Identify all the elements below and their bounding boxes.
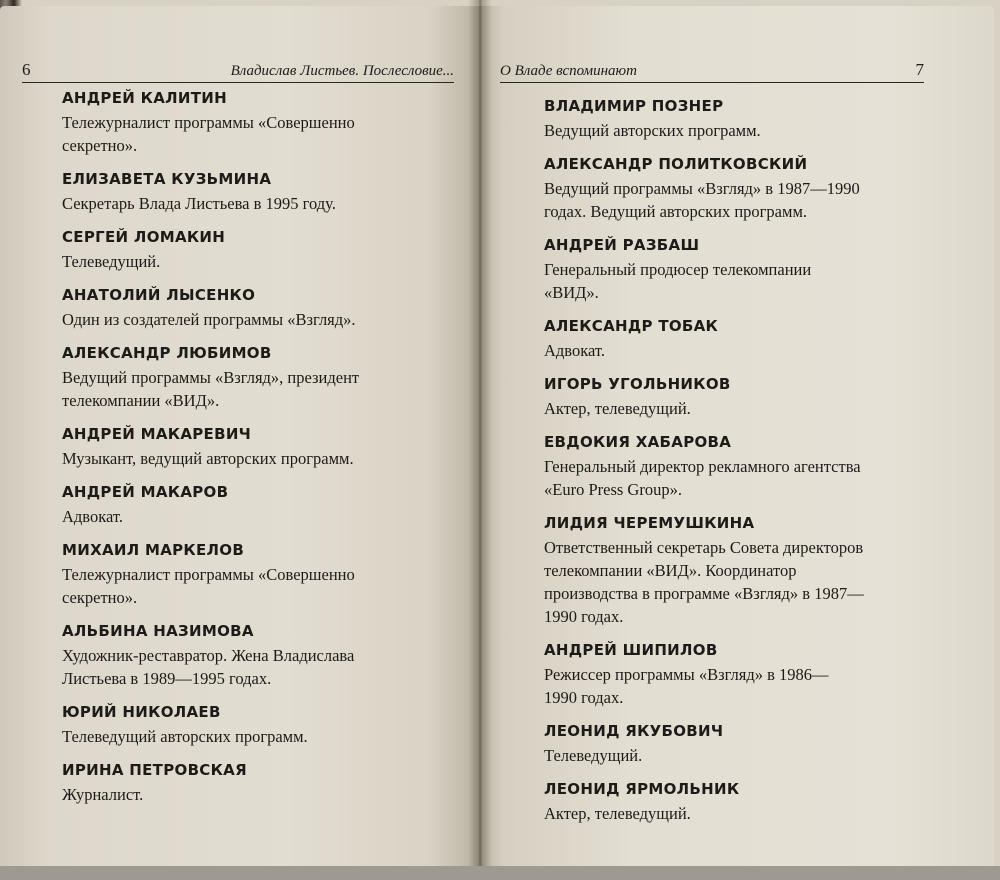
person-description: Журналист.	[62, 785, 144, 804]
person-description: Режиссер программы «Взгляд» в 1986— 1990 годах.	[544, 665, 829, 707]
left-running-title: Владислав Листьев. Послесловие...	[230, 63, 454, 79]
person-name: АЛЕКСАНДР ТОБАК	[544, 317, 719, 335]
list-item	[62, 621, 452, 690]
person-name: ЛЕОНИД ЯРМОЛЬНИК	[544, 780, 740, 798]
person-name: ЛЕОНИД ЯКУБОВИЧ	[544, 722, 724, 740]
list-item	[544, 513, 944, 628]
person-description: Секретарь Влада Листьева в 1995 году.	[62, 194, 336, 213]
person-name: ИРИНА ПЕТРОВСКАЯ	[62, 761, 247, 779]
person-name: АНДРЕЙ МАКАРОВ	[62, 483, 229, 501]
person-name: АЛЬБИНА НАЗИМОВА	[62, 622, 254, 640]
person-description: Адвокат.	[544, 341, 605, 360]
person-name: ЛИДИЯ ЧЕРЕМУШКИНА	[544, 514, 755, 532]
list-item	[544, 721, 944, 767]
person-description: Ведущий авторских программ.	[544, 121, 761, 140]
right-page	[478, 6, 994, 868]
table-surface	[0, 866, 1000, 880]
person-description: Ведущий программы «Взгляд», президент телекомпании «ВИД».	[62, 368, 360, 410]
list-item	[62, 760, 452, 806]
list-item	[62, 227, 452, 273]
left-entry-list	[62, 88, 452, 818]
left-page-number: 6	[22, 60, 31, 79]
person-description: Один из создателей программы «Взгляд».	[62, 310, 356, 329]
person-description: Художник-реставратор. Жена Владислава Листьева в 1989—1995 годах.	[62, 646, 355, 688]
person-description: Телеведущий авторских программ.	[62, 727, 308, 746]
person-description: Тележурналист программы «Совершенно секретно».	[62, 113, 355, 155]
right-entry-list	[544, 96, 944, 837]
list-item	[62, 424, 452, 470]
list-item	[544, 640, 944, 709]
person-name: ИГОРЬ УГОЛЬНИКОВ	[544, 375, 731, 393]
person-name: АНАТОЛИЙ ЛЫСЕНКО	[62, 286, 256, 304]
person-description: Тележурналист программы «Совершенно секретно».	[62, 565, 355, 607]
left-page	[0, 6, 478, 868]
list-item	[544, 316, 944, 362]
list-item	[544, 779, 944, 825]
person-description: Ответственный секретарь Совета директоров телекомпании «ВИД». Координатор производства в программе «Взгляд» в 1987— 1990 годах.	[544, 538, 864, 626]
person-name: АНДРЕЙ РАЗБАШ	[544, 236, 700, 254]
person-name: МИХАИЛ МАРКЕЛОВ	[62, 541, 245, 559]
list-item	[544, 154, 944, 223]
person-name: АЛЕКСАНДР ПОЛИТКОВСКИЙ	[544, 155, 808, 173]
person-description: Телеведущий.	[62, 252, 161, 271]
left-running-head	[22, 58, 454, 83]
list-item	[544, 432, 944, 501]
person-description: Генеральный продюсер телекомпании «ВИД».	[544, 260, 812, 302]
person-name: АНДРЕЙ ШИПИЛОВ	[544, 641, 718, 659]
person-name: ЕВДОКИЯ ХАБАРОВА	[544, 433, 732, 451]
right-running-head	[500, 58, 924, 83]
person-name: АЛЕКСАНДР ЛЮБИМОВ	[62, 344, 272, 362]
right-running-title: О Владе вспоминают	[500, 63, 637, 79]
person-description: Генеральный директор рекламного агентства «Euro Press Group».	[544, 457, 861, 499]
right-page-number: 7	[915, 60, 924, 79]
person-description: Музыкант, ведущий авторских программ.	[62, 449, 354, 468]
person-description: Ведущий программы «Взгляд» в 1987—1990 годах. Ведущий авторских программ.	[544, 179, 860, 221]
person-name: АНДРЕЙ МАКАРЕВИЧ	[62, 425, 252, 443]
list-item	[544, 374, 944, 420]
list-item	[544, 96, 944, 142]
list-item	[62, 88, 452, 157]
person-description: Телеведущий.	[544, 746, 643, 765]
person-description: Адвокат.	[62, 507, 123, 526]
list-item	[62, 540, 452, 609]
person-name: СЕРГЕЙ ЛОМАКИН	[62, 228, 226, 246]
list-item	[62, 702, 452, 748]
person-name: АНДРЕЙ КАЛИТИН	[62, 89, 227, 107]
list-item	[62, 169, 452, 215]
person-description: Актер, телеведущий.	[544, 399, 691, 418]
list-item	[544, 235, 944, 304]
list-item	[62, 343, 452, 412]
list-item	[62, 285, 452, 331]
person-name: ЕЛИЗАВЕТА КУЗЬМИНА	[62, 170, 272, 188]
person-description: Актер, телеведущий.	[544, 804, 691, 823]
person-name: ВЛАДИМИР ПОЗНЕР	[544, 97, 724, 115]
list-item	[62, 482, 452, 528]
person-name: ЮРИЙ НИКОЛАЕВ	[62, 703, 221, 721]
